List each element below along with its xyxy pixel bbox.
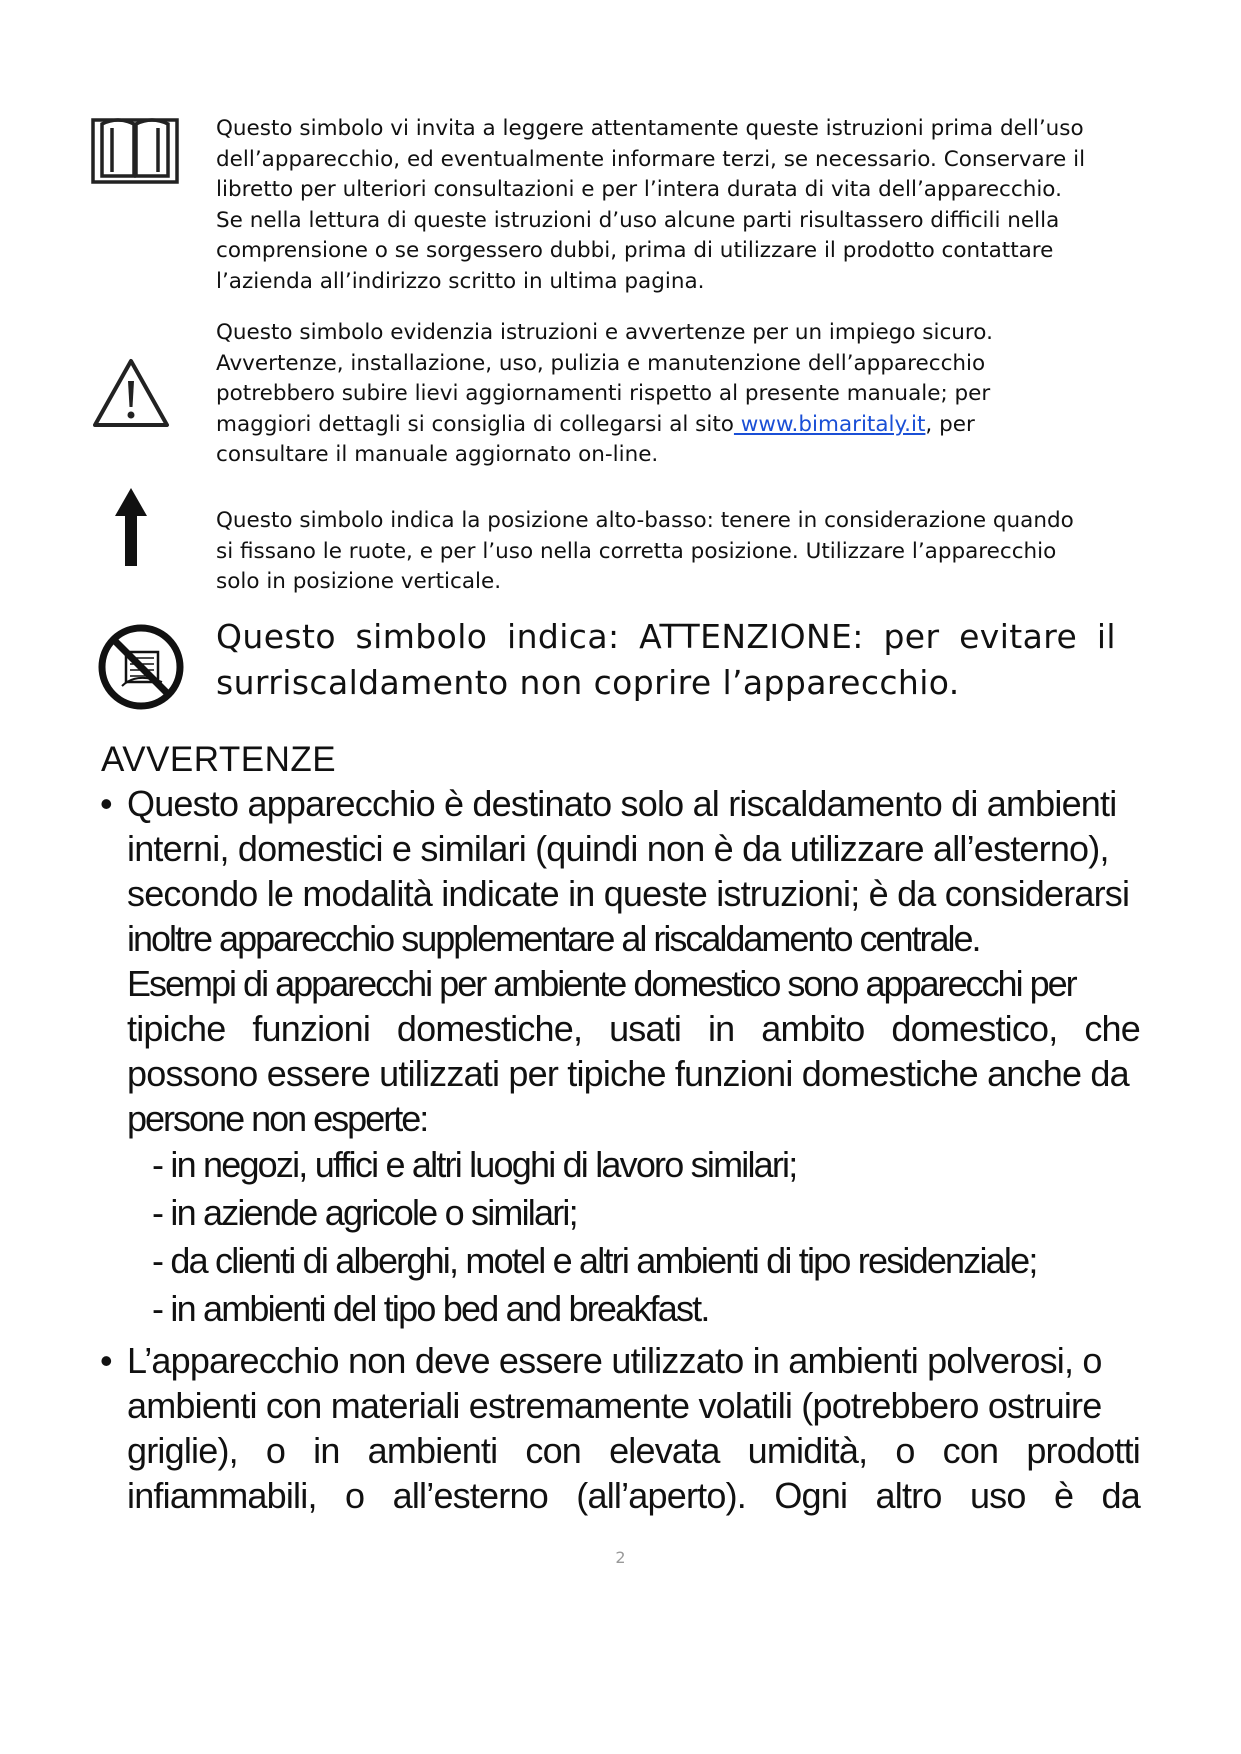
text-line: inoltre apparecchio supplementare al riscaldamento centrale. <box>127 918 980 959</box>
text-line: persone non esperte: <box>127 1098 428 1139</box>
warning-list <box>100 781 1170 1333</box>
text-line: L’apparecchio non deve essere utilizzato in ambienti polverosi, o <box>127 1340 1102 1381</box>
text-line: griglie), o in ambienti con elevata umidità, o con prodotti <box>127 1430 1140 1471</box>
text-line: Questo simbolo evidenzia istruzioni e avvertenze per un impiego sicuro. <box>216 320 993 345</box>
text-line: Questo simbolo indica la posizione alto-basso: tenere in considerazione quando <box>216 508 1074 533</box>
text-line: Questo simbolo indica: ATTENZIONE: per evitare il <box>216 617 1116 656</box>
warning-list-2 <box>100 1338 1170 1518</box>
list-item <box>100 781 1170 826</box>
warning-triangle-icon <box>90 355 172 431</box>
list-subitem: - in aziende agricole o similari; <box>152 1192 577 1233</box>
text-line: dell’apparecchio, ed eventualmente informare terzi, se necessario. Conservare il <box>216 146 1086 172</box>
symbol-do-not-cover-text <box>216 614 1116 706</box>
text-line: libretto per ulteriori consultazioni e per l’intera durata di vita dell’apparecchio. <box>216 177 1062 202</box>
text-line: Esempi di apparecchi per ambiente domestico sono apparecchi per <box>127 963 1076 1004</box>
text-line: Avvertenze, installazione, uso, pulizia e manutenzione dell’apparecchio <box>216 350 986 376</box>
list-subitem: - da clienti di alberghi, motel e altri ambienti di tipo residenziale; <box>152 1240 1037 1281</box>
website-link[interactable]: www.bimaritaly.it <box>733 411 926 437</box>
text-line: ambienti con materiali estremamente volatili (potrebbero ostruire <box>127 1385 1102 1426</box>
do-not-cover-icon <box>96 622 186 712</box>
text-line <box>216 410 1116 441</box>
text-line: surriscaldamento non coprire l’apparecchio. <box>216 663 960 702</box>
text-line: consultare il manuale aggiornato on-line. <box>216 442 659 467</box>
text-line: secondo le modalità indicate in queste istruzioni; è da considerarsi <box>127 873 1130 914</box>
text-line: Questo simbolo vi invita a leggere attentamente queste istruzioni prima dell’uso <box>216 116 1084 141</box>
text-line: potrebbero subire lievi aggiornamenti rispetto al presente manuale; per <box>216 381 991 406</box>
text-line: tipiche funzioni domestiche, usati in ambito domestico, che <box>127 1008 1140 1049</box>
text-line: l’azienda all’indirizzo scritto in ultima pagina. <box>216 268 705 294</box>
arrow-up-icon <box>113 486 149 568</box>
list-item <box>100 1338 1170 1383</box>
text-fragment: maggiori dettagli si consiglia di collegarsi al sito <box>216 411 734 437</box>
read-manual-icon <box>90 114 180 186</box>
list-subitem: - in negozi, uffici e altri luoghi di lavoro similari; <box>152 1144 797 1185</box>
symbol-read-manual-text <box>216 114 1116 297</box>
symbol-warning-text <box>216 318 1116 471</box>
list-subitem: - in ambienti del tipo bed and breakfast. <box>152 1288 709 1329</box>
text-line: solo in posizione verticale. <box>216 569 502 594</box>
section-heading: AVVERTENZE <box>101 740 337 779</box>
symbol-orientation-text <box>216 506 1116 598</box>
text-line: possono essere utilizzati per tipiche funzioni domestiche anche da <box>127 1053 1129 1094</box>
text-line: Questo apparecchio è destinato solo al riscaldamento di ambienti <box>127 783 1117 824</box>
bullet: • <box>100 783 112 824</box>
text-line: comprensione o se sorgessero dubbi, prima di utilizzare il prodotto contattare <box>216 238 1054 263</box>
text-line: si fissano le ruote, e per l’uso nella corretta posizione. Utilizzare l’apparecchio <box>216 538 1057 564</box>
text-line: Se nella lettura di queste istruzioni d’uso alcune parti risultassero difficili nella <box>216 207 1060 233</box>
text-fragment: , per <box>925 411 975 437</box>
text-line: interni, domestici e similari (quindi non è da utilizzare all’esterno), <box>127 828 1109 869</box>
page-number: 2 <box>615 1548 626 1567</box>
bullet: • <box>100 1340 112 1381</box>
text-line: infiammabili, o all’esterno (all’aperto). Ogni altro uso è da <box>127 1475 1140 1516</box>
